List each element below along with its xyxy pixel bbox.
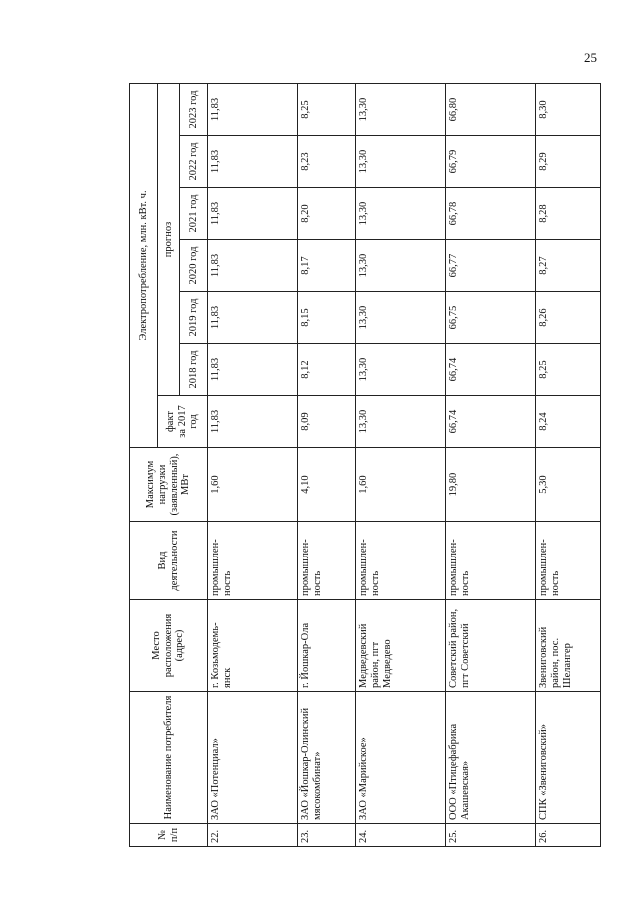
cell-value: 13,30 <box>356 83 446 135</box>
cell-value: 66,74 <box>446 396 536 448</box>
cell-value: 8,25 <box>298 83 356 135</box>
cell-location: Звениговский район, пос. Шелангер <box>536 600 601 692</box>
table-row <box>446 83 536 846</box>
table-row <box>208 83 298 846</box>
cell-value: 8,28 <box>536 188 601 240</box>
cell-value: 13,30 <box>356 136 446 188</box>
cell-location: г. Йошкар-Ола <box>298 600 356 692</box>
cell-value: 8,12 <box>298 344 356 396</box>
cell-activity: промышлен-ность <box>208 522 298 600</box>
cell-max-load: 19,80 <box>446 448 536 522</box>
cell-activity: промышлен-ность <box>446 522 536 600</box>
cell-value: 66,80 <box>446 83 536 135</box>
header-location: Место расположения (адрес) <box>130 600 208 692</box>
cell-value: 8,24 <box>536 396 601 448</box>
header-year-1: 2018 год <box>180 344 208 396</box>
header-year-2: 2019 год <box>180 292 208 344</box>
header-activity: Вид деятельности <box>130 522 208 600</box>
cell-value: 8,27 <box>536 240 601 292</box>
cell-num: 22. <box>208 824 298 847</box>
header-fact <box>158 396 208 448</box>
cell-max-load: 1,60 <box>356 448 446 522</box>
cell-location: Советский район, пгт Советский <box>446 600 536 692</box>
cell-value: 8,30 <box>536 83 601 135</box>
table-row <box>298 83 356 846</box>
cell-value: 8,15 <box>298 292 356 344</box>
consumers-table <box>129 83 601 847</box>
cell-value: 66,77 <box>446 240 536 292</box>
cell-value: 11,83 <box>208 396 298 448</box>
cell-value: 13,30 <box>356 292 446 344</box>
header-num: № п/п <box>130 824 208 847</box>
cell-value: 13,30 <box>356 396 446 448</box>
cell-value: 8,29 <box>536 136 601 188</box>
cell-value: 66,79 <box>446 136 536 188</box>
cell-value: 11,83 <box>208 240 298 292</box>
cell-value: 11,83 <box>208 292 298 344</box>
page-number: 25 <box>584 50 597 65</box>
cell-max-load: 4,10 <box>298 448 356 522</box>
table-row <box>536 83 601 846</box>
header-name: Наименование потребителя <box>130 692 208 824</box>
cell-value: 8,23 <box>298 136 356 188</box>
cell-max-load: 5,30 <box>536 448 601 522</box>
cell-value: 11,83 <box>208 188 298 240</box>
header-year-0: за 2017 год <box>176 405 200 438</box>
cell-value: 11,83 <box>208 136 298 188</box>
header-fact-label: факт <box>164 411 176 433</box>
cell-value: 66,75 <box>446 292 536 344</box>
table-row <box>356 83 446 846</box>
cell-value: 13,30 <box>356 188 446 240</box>
cell-value: 66,78 <box>446 188 536 240</box>
header-consumption: Электропотребление, млн. кВт. ч. <box>130 83 158 447</box>
header-max-load: Максимум нагрузки (заявленный), МВт <box>130 448 208 522</box>
cell-num: 23. <box>298 824 356 847</box>
cell-num: 26. <box>536 824 601 847</box>
cell-name: ЗАО «Йошкар-Олинский мясокомбинат» <box>298 692 356 824</box>
cell-name: ЗАО «Потенциал» <box>208 692 298 824</box>
header-forecast: прогноз <box>158 83 180 395</box>
cell-num: 25. <box>446 824 536 847</box>
cell-value: 13,30 <box>356 240 446 292</box>
cell-location: г. Козьмодемь-янск <box>208 600 298 692</box>
header-year-4: 2021 год <box>180 188 208 240</box>
cell-value: 11,83 <box>208 83 298 135</box>
header-year-6: 2023 год <box>180 83 208 135</box>
cell-value: 8,09 <box>298 396 356 448</box>
cell-max-load: 1,60 <box>208 448 298 522</box>
cell-name: ЗАО «Марийское» <box>356 692 446 824</box>
rotated-table-container <box>129 84 640 847</box>
header-year-5: 2022 год <box>180 136 208 188</box>
cell-value: 8,20 <box>298 188 356 240</box>
cell-activity: промышлен-ность <box>298 522 356 600</box>
cell-value: 13,30 <box>356 344 446 396</box>
cell-name: ООО «Птицефабрика Акашевская» <box>446 692 536 824</box>
cell-value: 8,25 <box>536 344 601 396</box>
cell-value: 8,26 <box>536 292 601 344</box>
cell-activity: промышлен-ность <box>356 522 446 600</box>
cell-location: Медведевский район, пгт Медведево <box>356 600 446 692</box>
cell-name: СПК «Звениговский» <box>536 692 601 824</box>
cell-value: 8,17 <box>298 240 356 292</box>
cell-value: 66,74 <box>446 344 536 396</box>
cell-activity: промышлен-ность <box>536 522 601 600</box>
cell-value: 11,83 <box>208 344 298 396</box>
cell-num: 24. <box>356 824 446 847</box>
header-year-3: 2020 год <box>180 240 208 292</box>
